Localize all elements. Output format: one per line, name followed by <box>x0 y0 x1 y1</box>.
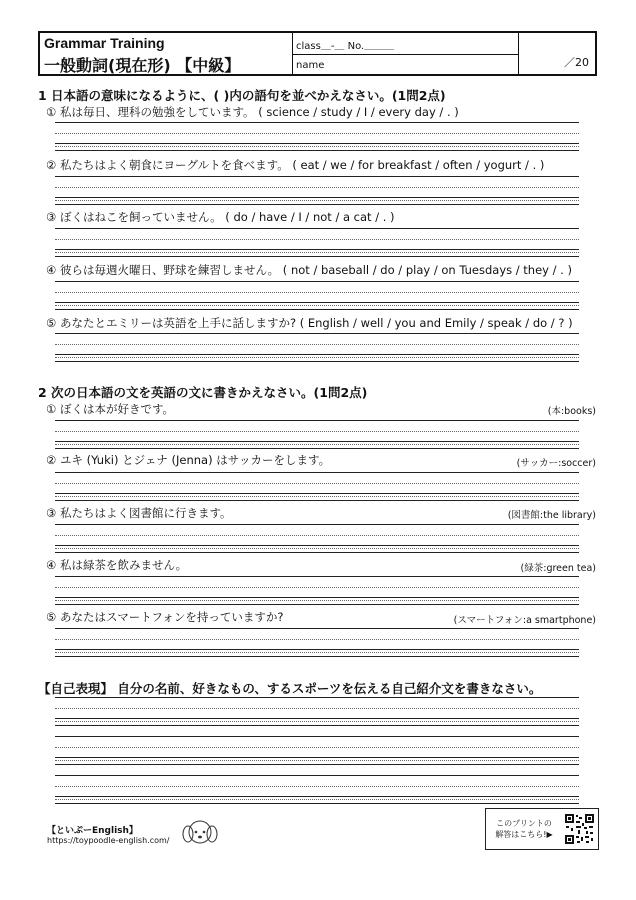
s2-hint-5: (スマートフォン:a smartphone) <box>453 615 596 626</box>
score-total: ／20 <box>564 56 589 69</box>
score-cell <box>518 33 595 74</box>
qr-code-icon[interactable] <box>564 813 595 845</box>
answer-lines[interactable] <box>55 472 579 494</box>
s2-question-3: ③ 私たちはよく図書館に行きます。 <box>46 506 232 520</box>
answer-lines[interactable] <box>55 122 579 144</box>
answer-lines-extra <box>55 795 579 804</box>
answer-lines-extra <box>55 248 579 257</box>
s1-question-4: ④ 彼らは毎週火曜日、野球を練習しません。 ( not / baseball / do / play / on Tuesdays / they / . ) <box>46 263 572 277</box>
answer-lines-extra <box>55 301 579 310</box>
header-box <box>38 31 597 76</box>
s2-question-5: ⑤ あなたはスマートフォンを持っていますか? <box>46 610 284 624</box>
s1-question-1: ① 私は毎日、理科の勉強をしています。 ( science / study / I / every day / . ) <box>46 105 459 119</box>
answer-lines-extra <box>55 196 579 205</box>
student-info-cell <box>292 33 519 74</box>
brand-name: 【といぷーEnglish】 <box>47 826 138 836</box>
answer-lines[interactable] <box>55 524 579 546</box>
title-cell <box>40 33 293 74</box>
answer-link-box[interactable] <box>485 808 599 850</box>
answer-lines-extra <box>55 142 579 151</box>
answer-lines-extra <box>55 353 579 362</box>
s2-hint-2: (サッカー:soccer) <box>516 458 596 469</box>
poodle-mascot-icon <box>178 815 222 849</box>
answer-link-line1: このプリントの <box>496 819 552 828</box>
s2-question-4: ④ 私は緑茶を飲みません。 <box>46 558 188 572</box>
answer-lines-extra <box>55 544 579 553</box>
answer-lines[interactable] <box>55 228 579 250</box>
answer-lines-extra <box>55 756 579 765</box>
s1-question-3: ③ ぼくはねこを飼っていません。 ( do / have / I / not / a cat / . ) <box>46 210 395 224</box>
answer-lines[interactable] <box>55 628 579 650</box>
name-label: name <box>296 60 325 71</box>
answer-lines-extra <box>55 492 579 501</box>
s1-question-5: ⑤ あなたとエミリーは英語を上手に話しますか? ( English / well / you and Emily / speak / do / ? ) <box>46 316 573 330</box>
s2-question-2: ② ユキ (Yuki) とジェナ (Jenna) はサッカーをします。 <box>46 453 331 467</box>
title-japanese: 一般動詞(現在形) 【中級】 <box>44 56 241 75</box>
section2-heading: 2 次の日本語の文を英語の文に書きかえなさい。(1問2点) <box>38 385 368 400</box>
answer-link-line2: 解答はこちら!▶ <box>495 830 553 839</box>
answer-lines[interactable] <box>55 420 579 442</box>
answer-lines[interactable] <box>55 576 579 598</box>
answer-lines-extra <box>55 648 579 657</box>
answer-lines[interactable] <box>55 697 579 719</box>
answer-lines[interactable] <box>55 333 579 355</box>
s1-question-2: ② 私たちはよく朝食にヨーグルトを食べます。 ( eat / we / for breakfast / often / yogurt / . ) <box>46 158 545 172</box>
section1-heading: 1 日本語の意味になるように、( )内の語句を並べかえなさい。(1問2点) <box>38 88 446 103</box>
s2-hint-1: (本:books) <box>547 406 596 417</box>
answer-lines-extra <box>55 596 579 605</box>
s2-hint-3: (図書館:the library) <box>507 510 596 521</box>
answer-lines[interactable] <box>55 736 579 758</box>
s2-hint-4: (緑茶:green tea) <box>520 563 596 574</box>
section3-heading: 【自己表現】 自分の名前、好きなもの、するスポーツを伝える自己紹介文を書きなさい。 <box>38 681 542 696</box>
answer-lines[interactable] <box>55 775 579 797</box>
answer-lines[interactable] <box>55 176 579 198</box>
info-divider <box>292 54 518 55</box>
answer-lines-extra <box>55 440 579 449</box>
s2-question-1: ① ぼくは本が好きです。 <box>46 402 175 416</box>
answer-lines-extra <box>55 717 579 726</box>
answer-lines[interactable] <box>55 281 579 303</box>
title-english: Grammar Training <box>44 35 165 51</box>
site-url[interactable]: https://toypoodle-english.com/ <box>47 836 170 845</box>
answer-link-text <box>492 818 556 840</box>
class-number-label: class＿-＿ No.＿＿＿ <box>296 41 395 52</box>
